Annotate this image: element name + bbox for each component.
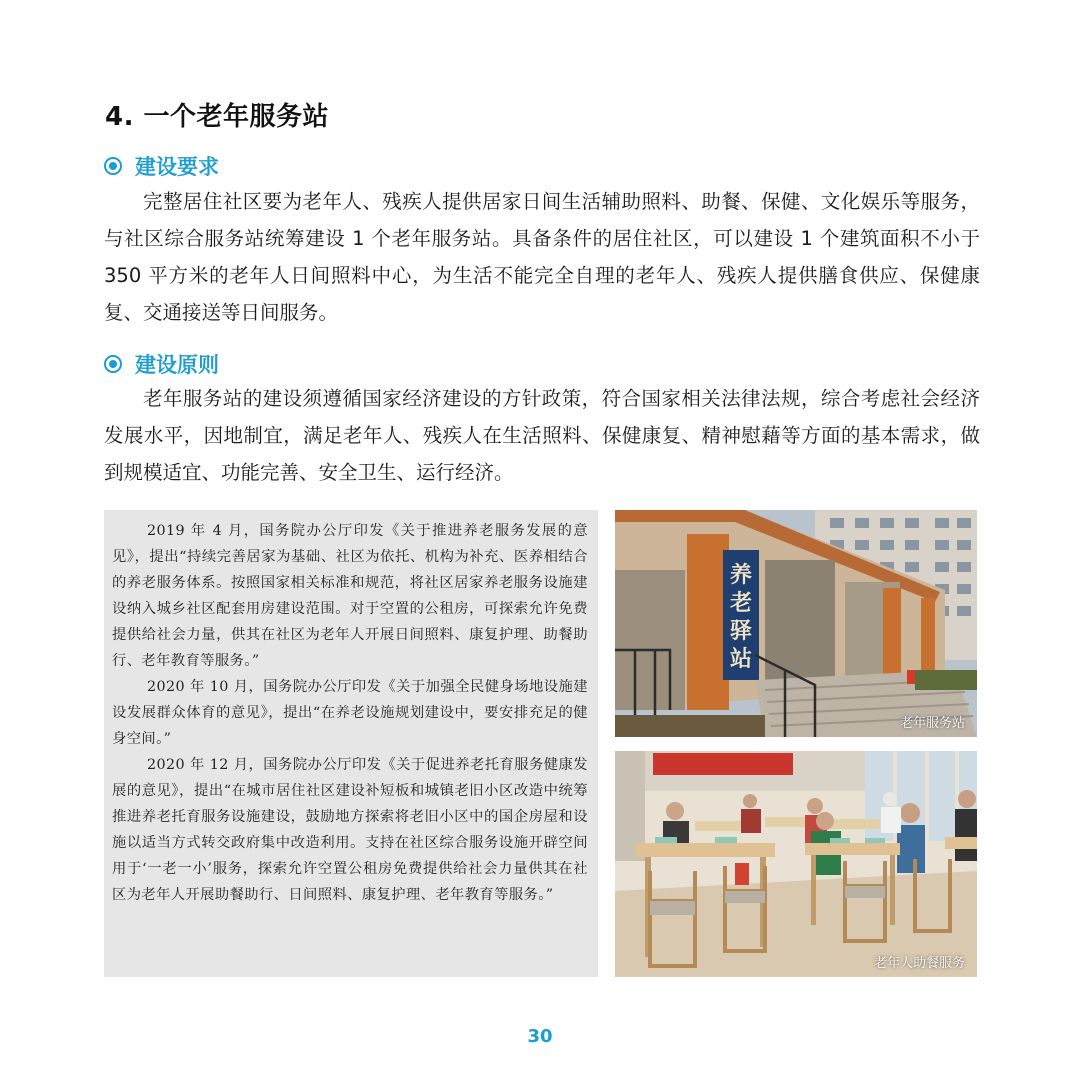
principles-heading-text: 建设原则 (135, 353, 219, 377)
policy-note: 2019 年 4 月，国务院办公厅印发《关于推进养老服务发展的意见》，提出“持续完善居家为基础、社区为依托、机构为补充、医养相结合的养老服务体系。按照国家相关标准和规范，将社区居家养老服务设施建设纳入城乡社区配套用房建设范围。对于空置的公租房，可探索允许免费提供给社会力量，供其在社区为老年人开展日间照料、康复护理、助餐助行、老年教育等服务。” (112, 523, 588, 669)
service-station-photo (615, 510, 977, 737)
policy-notes-box (104, 510, 598, 977)
sign-char: 老 (729, 590, 753, 616)
photo-caption: 老年人助餐服务 (873, 956, 965, 971)
requirements-heading-text: 建设要求 (135, 155, 219, 179)
bullet-icon (104, 157, 122, 175)
requirements-paragraph: 完整居住社区要为老年人、残疾人提供居家日间生活辅助照料、助餐、保健、文化娱乐等服务，与社区综合服务站统筹建设 1 个老年服务站。具备条件的居住社区，可以建设 1 个建筑面积不小于 350 平方米的老年人日间照料中心，为生活不能完全自理的老年人、残疾人提供膳食供应、保健康复、交通接送等日间服务。 (104, 190, 980, 324)
page-number: 30 (527, 1026, 553, 1047)
principles-heading (104, 349, 219, 379)
sign-char: 养 (729, 562, 753, 588)
section-title: 4. 一个老年服务站 (105, 102, 330, 132)
photo-caption: 老年服务站 (899, 716, 965, 731)
bullet-icon (104, 355, 122, 373)
principles-paragraph: 老年服务站的建设须遵循国家经济建设的方针政策，符合国家相关法律法规，综合考虑社会经济发展水平，因地制宜，满足老年人、残疾人在生活照料、保健康复、精神慰藉等方面的基本需求，做到规模适宜、功能完善、安全卫生、运行经济。 (104, 387, 980, 484)
policy-note: 2020 年 10 月，国务院办公厅印发《关于加强全民健身场地设施建设发展群众体育的意见》，提出“在养老设施规划建设中，要安排充足的健身空间。” (112, 679, 588, 747)
requirements-heading (104, 151, 219, 181)
dining-service-photo (615, 751, 977, 977)
sign-char: 站 (729, 646, 753, 672)
policy-note: 2020 年 12 月，国务院办公厅印发《关于促进养老托育服务健康发展的意见》，提出“在城市居住社区建设补短板和城镇老旧小区改造中统筹推进养老托育服务设施建设，鼓励地方探索将老旧小区中的国企房屋和设施以适当方式转交政府集中改造利用。支持在社区综合服务设施开辟空间用于‘一老一小’服务，探索允许空置公租房免费提供给社会力量供其在社区为老年人开展助餐助行、日间照料、康复护理、老年教育等服务。” (112, 757, 588, 903)
sign-char: 驿 (729, 618, 753, 644)
